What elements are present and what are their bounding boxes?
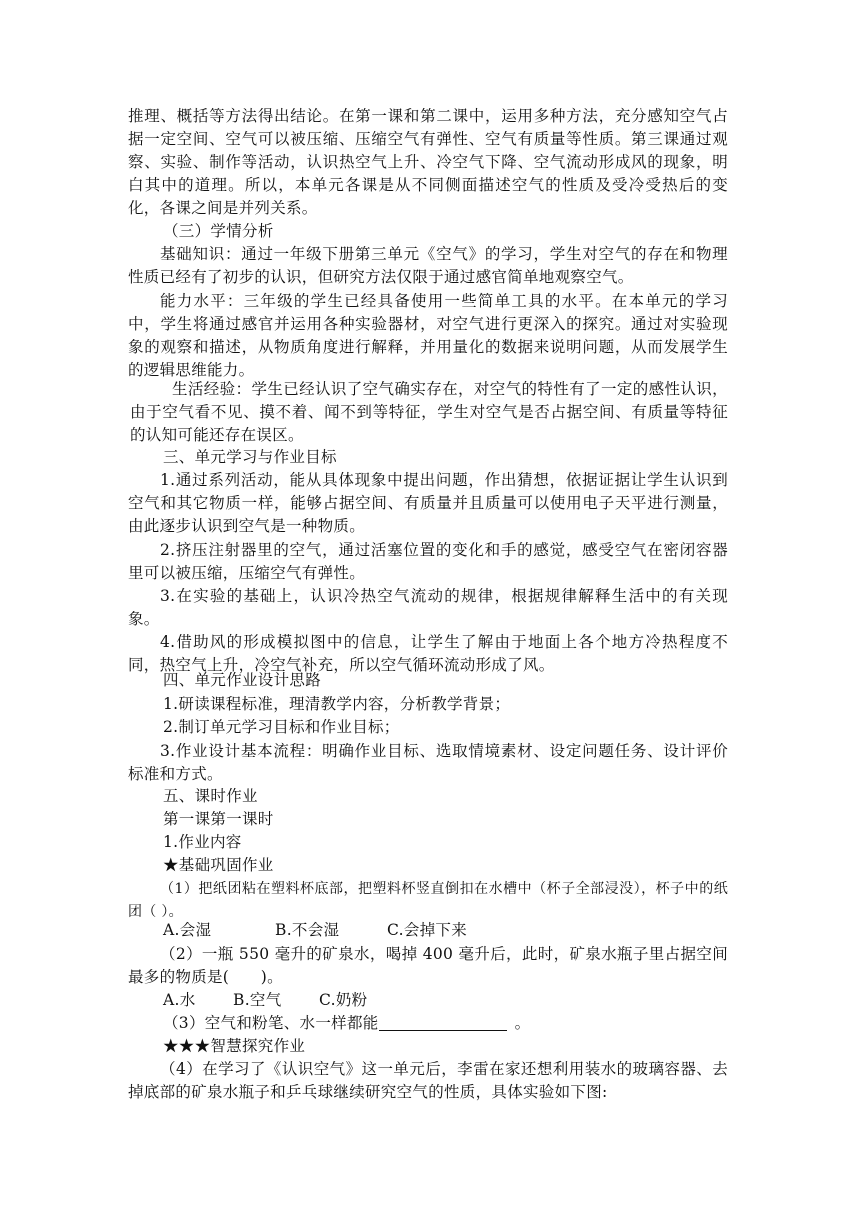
q2-option-b: B.空气 — [233, 991, 282, 1009]
design-step-3: 3.作业设计基本流程：明确作业目标、选取情境素材、设定问题任务、设计评价标准和方式。 — [128, 742, 728, 783]
goal-4: 4.借助风的形成模拟图中的信息，让学生了解由于地面上各个地方冷热程度不同，热空气上升，冷空气补充，所以空气循环流动形成了风。 — [128, 633, 728, 674]
heading-goals: 三、单元学习与作业目标 — [163, 448, 337, 466]
q3-answer-blank[interactable] — [379, 1013, 507, 1031]
goal-2: 2.挤压注射器里的空气，通过活塞位置的变化和手的感觉，感受空气在密闭容器里可以被压缩，压缩空气有弹性。 — [128, 541, 728, 582]
q1-option-a: A.会湿 — [163, 921, 212, 939]
design-step-2: 2.制订单元学习目标和作业目标； — [163, 718, 400, 736]
basic-knowledge-paragraph: 基础知识：通过一年级下册第三单元《空气》的学习，学生对空气的存在和物理性质已经有了初步的认识，但研究方法仅限于通过感官简单地观察空气。 — [128, 245, 728, 286]
question-2-options — [163, 989, 763, 1012]
q3-text: （3）空气和粉笔、水一样都能 — [163, 1014, 379, 1032]
question-2: （2）一瓶 550 毫升的矿泉水，喝掉 400 毫升后，此时，矿泉水瓶子里占据空间最多的物质是( )。 — [128, 945, 728, 986]
lesson-title: 第一课第一课时 — [163, 810, 274, 828]
q2-option-a: A.水 — [163, 991, 196, 1009]
heading-design: 四、单元作业设计思路 — [163, 671, 322, 689]
question-1: （1）把纸团粘在塑料杯底部，把塑料杯竖直倒扣在水槽中（杯子全部浸没），杯子中的纸团（ ）。 — [128, 881, 728, 920]
intro-paragraph: 推理、概括等方法得出结论。在第一课和第二课中，运用多种方法，充分感知空气占据一定空间、空气可以被压缩、压缩空气有弹性、空气有质量等性质。第三课通过观察、实验、制作等活动，认识热空气上升、冷空气下降、空气流动形成风的现象，明白其中的道理。所以，本单元各课是从不同侧面描述空气的性质及受冷受热后的变化，各课之间是并列关系。 — [128, 107, 728, 217]
design-step-1: 1.研读课程标准，理清教学内容，分析教学背景； — [163, 695, 511, 713]
content-title: 1.作业内容 — [163, 833, 242, 851]
q1-option-b: B.不会湿 — [275, 921, 340, 939]
goal-3: 3.在实验的基础上，认识冷热空气流动的规律，根据规律解释生活中的有关现象。 — [128, 587, 728, 628]
goal-1: 1.通过系列活动，能从具体现象中提出问题，作出猜想，依据证据让学生认识到空气和其它物质一样，能够占据空间、有质量并且质量可以使用电子天平进行测量，由此逐步认识到空气是一种物质。 — [128, 471, 728, 535]
life-experience-paragraph: 生活经验：学生已经认识了空气确实存在，对空气的特性有了一定的感性认识，由于空气看不见、摸不着、闻不到等特征，学生对空气是否占据空间、有质量等特征的认知可能还存在误区。 — [130, 380, 728, 444]
q3-end: 。 — [514, 1014, 531, 1032]
heading-homework: 五、课时作业 — [163, 787, 258, 805]
wisdom-homework-title: ★★★智慧探究作业 — [163, 1037, 306, 1055]
basic-homework-title: ★基础巩固作业 — [163, 856, 274, 874]
question-1-options — [163, 919, 763, 942]
heading-student-analysis: （三）学情分析 — [163, 222, 274, 240]
q1-option-c: C.会掉下来 — [387, 921, 468, 939]
question-3 — [163, 1012, 763, 1035]
question-4: （4）在学习了《认识空气》这一单元后，李雷在家还想利用装水的玻璃容器、去掉底部的矿泉水瓶子和乒乓球继续研究空气的性质，具体实验如下图: — [128, 1060, 728, 1101]
ability-paragraph: 能力水平：三年级的学生已经具备使用一些简单工具的水平。在本单元的学习中，学生将通过感官并运用各种实验器材，对空气进行更深入的探究。通过对实验现象的观察和描述，从物质角度进行解释，并用量化的数据来说明问题，从而发展学生的逻辑思维能力。 — [128, 292, 728, 379]
q2-option-c: C.奶粉 — [319, 991, 368, 1009]
